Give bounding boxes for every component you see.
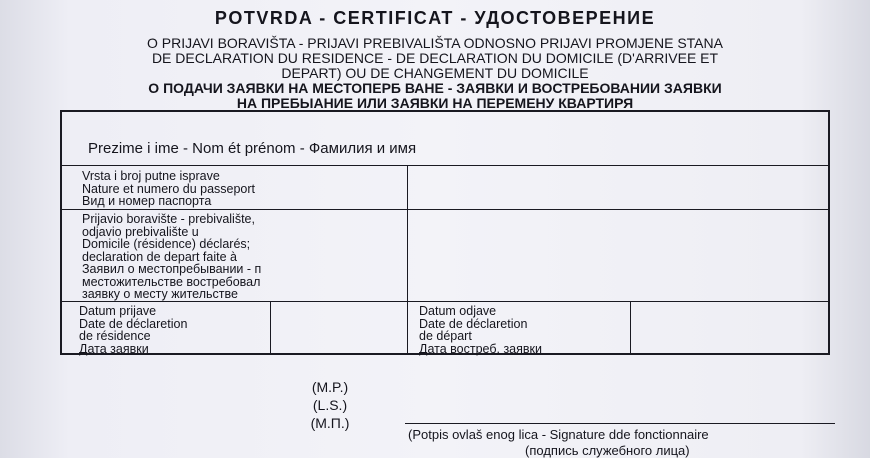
stamp-line: (L.S.) [312,397,348,413]
arrival-date-label [79,305,187,355]
signature-label [408,427,709,442]
signature-label-part: (Potpis ovlaš [408,427,487,442]
departure-date-label [419,305,542,355]
domicile-label-line: Domicile (résidence) déclarés; [82,237,251,251]
departure-date-label-line: Date de déclaretion [419,316,528,331]
domicile-label-line: Заявил о местопребывании - п [82,262,262,276]
stamp-line: (М.П.) [310,415,350,431]
domicile-label-line: odjavio prebivalište u [82,224,199,239]
signature-line [405,423,835,424]
subtitle-line-5: НА ПРЕБЫАНИЕ ИЛИ ЗАЯВКИ НА ПЕРЕМЕНУ КВАРТИРЯ [236,95,634,111]
passport-label [82,170,255,208]
arrival-date-label-line: Дата заявки [79,341,149,356]
arrival-date-label-line: de résidence [79,329,151,343]
domicile-label-line: Prijavio boravište - prebivalište, [82,212,255,226]
subtitle-line-3: DEPART) OU DE CHANGEMENT DU DOMICILE [281,65,589,81]
form-divider [270,301,271,353]
certificate-title: POTVRDA - CERTIFICAT - УДОСТОВЕРЕНИЕ [214,8,656,28]
form-divider [62,165,828,166]
departure-date-field[interactable] [632,303,828,353]
arrival-date-label-line: Date de déclaretion [79,316,188,331]
departure-date-label-line: de départ [419,329,472,343]
domicile-label-line: заявку о месту жительстве [82,287,238,301]
form-divider [407,301,408,353]
form-divider [630,301,631,353]
arrival-date-label-line: Datum prijave [79,304,157,318]
arrival-date-field[interactable] [272,303,406,353]
subtitle-line-1: O PRIJAVI BORAVIŠTA - PRIJAVI PREBIVALIŠTA ODNOSNO PRIJAVI PROMJENE STANA [147,35,723,51]
departure-date-label-line: Дата востреб. заявки [419,341,542,356]
passport-label-line: Вид и номер паспорта [82,194,212,208]
passport-label-line: Vrsta i broj putne isprave [82,169,220,183]
passport-label-line: Nature et numero du passeport [82,181,256,196]
form-divider [407,165,408,301]
signature-label-russian: (подпись служебного лица) [525,443,690,458]
subtitle-line-2: DE DECLARATION DU RESIDENCE - DE DECLARATION DU DOMICILE (D'ARRIVEE ET [151,50,719,66]
passport-field[interactable] [409,167,828,208]
domicile-label [82,213,261,301]
subtitle-line-4: О ПОДАЧИ ЗАЯВКИ НА МЕСТОПЕРБ ВАНЕ - ЗАЯВКИ И ВОСТРЕБОВАНИИ ЗАЯВКИ [148,80,722,96]
name-label: Prezime i ime - Nom ét prénom - Фамилия и имя [88,140,417,157]
stamp-placeholder [300,378,360,432]
domicile-field[interactable] [409,211,828,300]
form-divider [62,209,828,210]
certificate-subtitle [55,36,815,111]
certificate-form [60,110,830,355]
domicile-label-line: местожительстве востребовал [82,274,261,289]
signature-label-part: enog lica - Signature dde fonctionnaire [486,427,709,442]
domicile-label-line: declaration de depart faite à [82,249,237,264]
departure-date-label-line: Datum odjave [419,304,497,318]
form-divider [62,301,828,302]
stamp-line: (M.P.) [311,379,349,395]
